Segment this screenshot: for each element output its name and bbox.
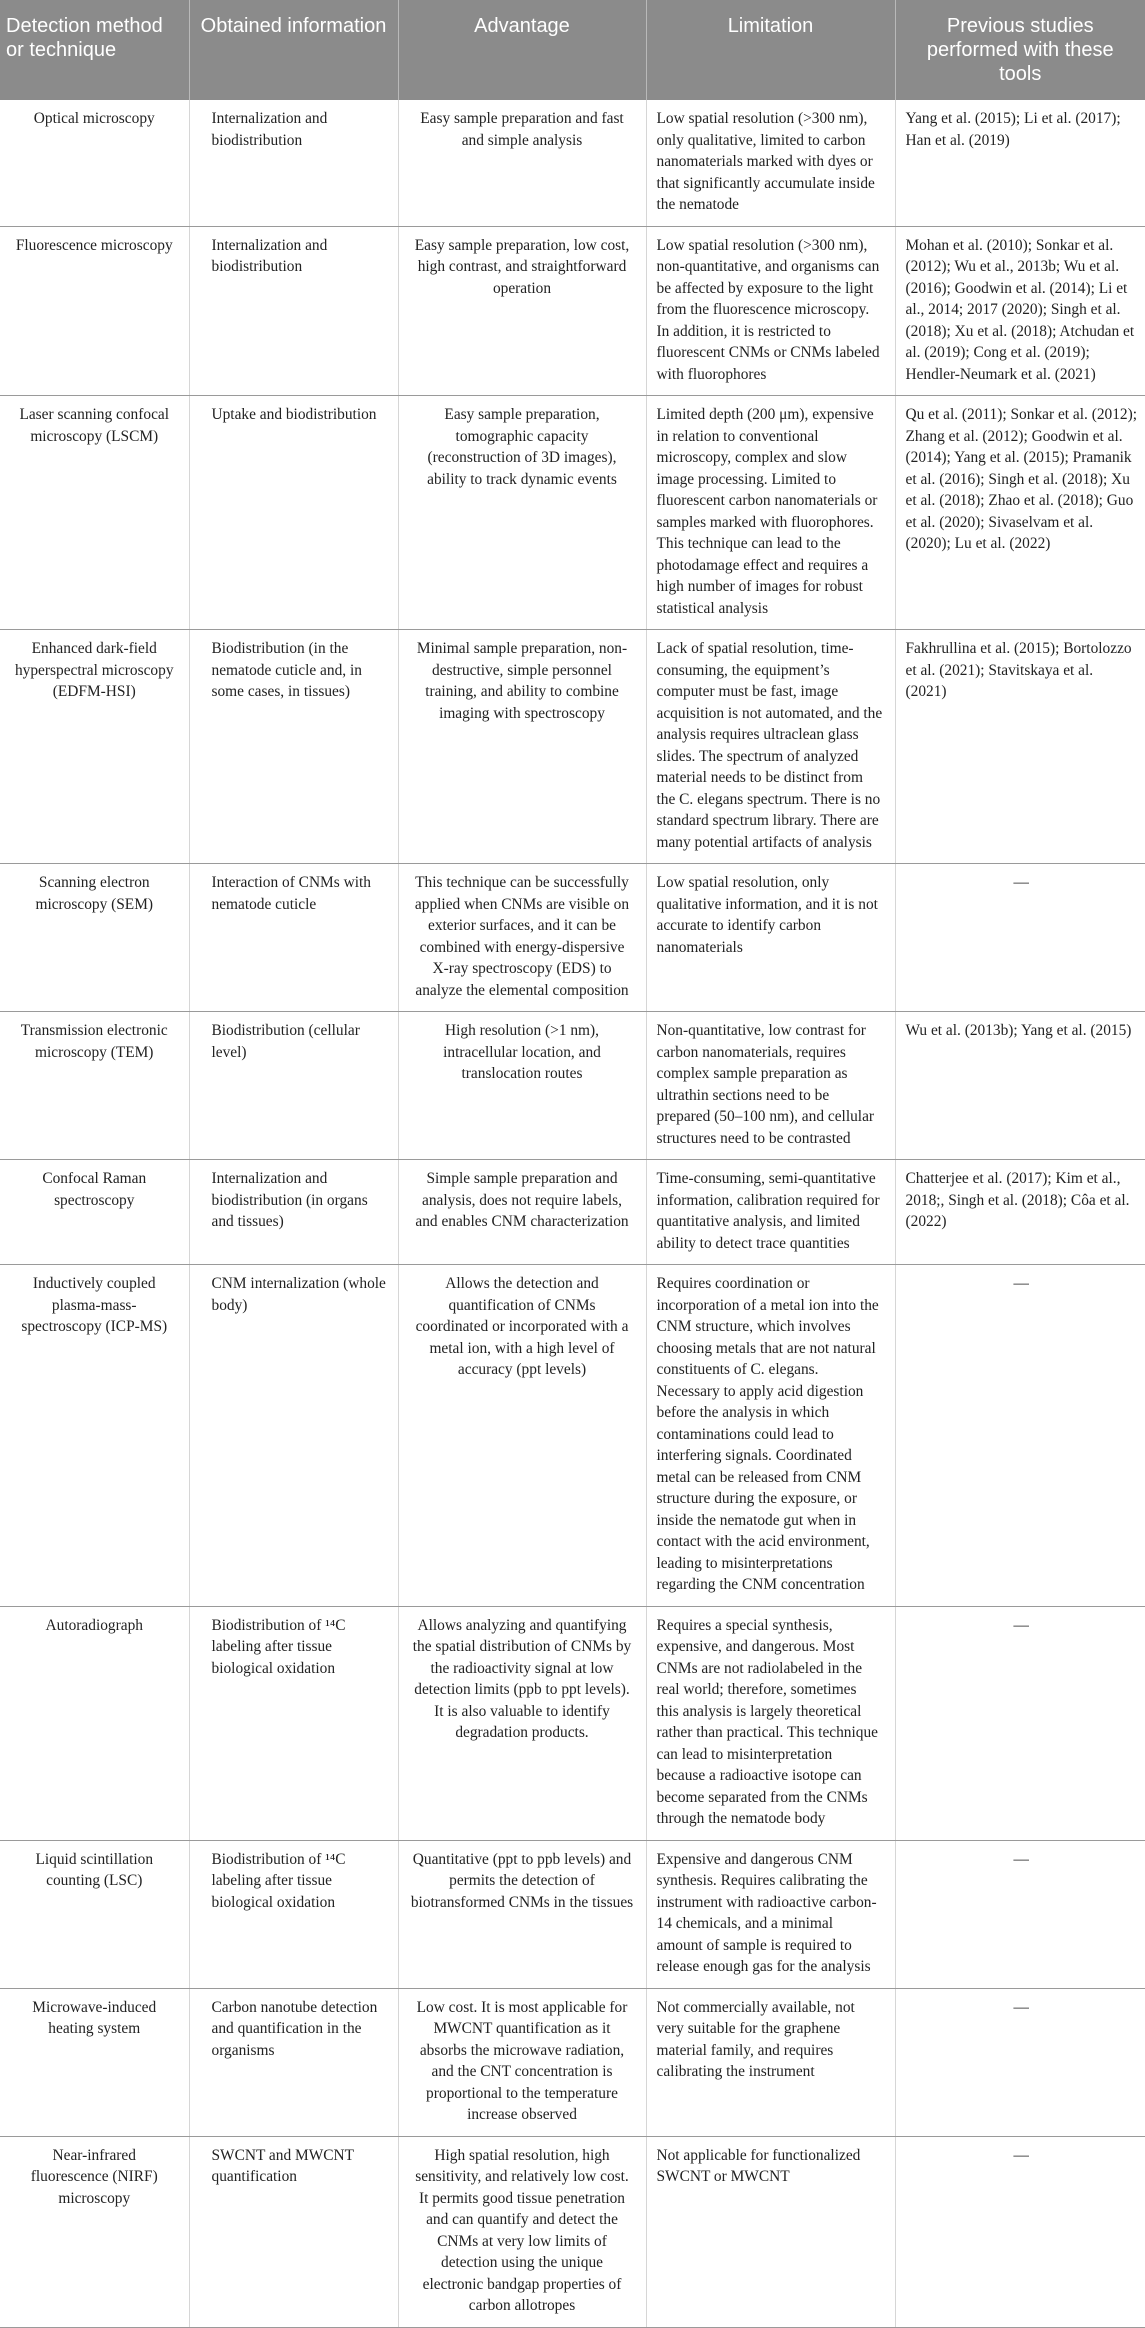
header-info: Obtained information [189,0,398,100]
cell-advantage: High spatial resolution, high sensitivity, and relatively low cost. It permits good tissue penetration and can quantify and detect the CNMs at very low limits of detection using the unique electronic bandgap properties of carbon allotropes [398,2136,646,2327]
header-row [0,0,1145,100]
table-row [0,1012,1145,1160]
cell-limitation: Requires coordination or incorporation of a metal ion into the CNM structure, which involves choosing metals that are not natural constituents of C. elegans. Necessary to apply acid digestion before the analysis in which contaminations could lead to interfering signals. Coordinated metal can be released from CNM structure during the exposure, or inside the nematode gut when in contact with the acid environment, leading to misinterpretations regarding the CNM concentration [646,1265,895,1607]
cell-info: Internalization and biodistribution [189,226,398,396]
cell-info: Carbon nanotube detection and quantification in the organisms [189,1988,398,2136]
header-method: Detection method or technique [0,0,189,100]
cell-advantage: Easy sample preparation, tomographic capacity (reconstruction of 3D images), ability to track dynamic events [398,396,646,630]
cell-advantage: Allows analyzing and quantifying the spatial distribution of CNMs by the radioactivity signal at low detection limits (ppb to ppt levels). It is also valuable to identify degradation products. [398,1606,646,1840]
table-row [0,100,1145,226]
cell-limitation: Low spatial resolution, only qualitative information, and it is not accurate to identify carbon nanomaterials [646,864,895,1012]
cell-limitation: Time-consuming, semi-quantitative information, calibration required for quantitative analysis, and limited ability to detect trace quantities [646,1160,895,1265]
cell-studies: — [895,2136,1145,2327]
cell-studies: Wu et al. (2013b); Yang et al. (2015) [895,1012,1145,1160]
table-row [0,864,1145,1012]
table-body [0,100,1145,2327]
cell-limitation: Not commercially available, not very suitable for the graphene material family, and requires calibrating the instrument [646,1988,895,2136]
table-row [0,1840,1145,1988]
table-row [0,1988,1145,2136]
table-row [0,1606,1145,1840]
cell-info: Uptake and biodistribution [189,396,398,630]
cell-info: SWCNT and MWCNT quantification [189,2136,398,2327]
cell-advantage: Allows the detection and quantification of CNMs coordinated or incorporated with a metal ion, with a high level of accuracy (ppt levels) [398,1265,646,1607]
cell-studies: Qu et al. (2011); Sonkar et al. (2012); Zhang et al. (2012); Goodwin et al. (2014); Yang et al. (2015); Pramanik et al. (2016); Singh et al. (2018); Xu et al. (2018); Zhao et al. (2018); Guo et al. (2020); Sivaselvam et al. (2020); Lu et al. (2022) [895,396,1145,630]
cell-advantage: High resolution (>1 nm), intracellular location, and translocation routes [398,1012,646,1160]
cell-limitation: Limited depth (200 μm), expensive in relation to conventional microscopy, complex and slow image processing. Limited to fluorescent carbon nanomaterials or samples marked with fluorophores. This technique can lead to the photodamage effect and requires a high number of images for robust statistical analysis [646,396,895,630]
cell-method: Fluorescence microscopy [0,226,189,396]
cell-method: Liquid scintillation counting (LSC) [0,1840,189,1988]
table-row [0,396,1145,630]
cell-info: Biodistribution of ¹⁴C labeling after tissue biological oxidation [189,1606,398,1840]
cell-info: Interaction of CNMs with nematode cuticle [189,864,398,1012]
cell-studies: Fakhrullina et al. (2015); Bortolozzo et al. (2021); Stavitskaya et al. (2021) [895,630,1145,864]
cell-advantage: Quantitative (ppt to ppb levels) and permits the detection of biotransformed CNMs in the tissues [398,1840,646,1988]
cell-method: Optical microscopy [0,100,189,226]
cell-limitation: Not applicable for functionalized SWCNT or MWCNT [646,2136,895,2327]
table-header [0,0,1145,100]
cell-method: Scanning electron microscopy (SEM) [0,864,189,1012]
table-row [0,226,1145,396]
cell-studies: — [895,1988,1145,2136]
cell-limitation: Requires a special synthesis, expensive, and dangerous. Most CNMs are not radiolabeled in the real world; therefore, sometimes this analysis is largely theoretical rather than practical. This technique can lead to misinterpretation because a radioactive isotope can become separated from the CNMs through the nematode body [646,1606,895,1840]
cell-advantage: Simple sample preparation and analysis, does not require labels, and enables CNM characterization [398,1160,646,1265]
table-row [0,2136,1145,2327]
cell-method: Near-infrared fluorescence (NIRF) microscopy [0,2136,189,2327]
cell-advantage: Easy sample preparation and fast and simple analysis [398,100,646,226]
cell-info: CNM internalization (whole body) [189,1265,398,1607]
cell-method: Confocal Raman spectroscopy [0,1160,189,1265]
table-row [0,630,1145,864]
cell-studies: — [895,1265,1145,1607]
cell-studies: Mohan et al. (2010); Sonkar et al. (2012); Wu et al., 2013b; Wu et al. (2016); Goodwin et al. (2014); Li et al., 2014; 2017 (2020); Singh et al. (2018); Xu et al. (2018); Atchudan et al. (2019); Cong et al. (2019); Hendler-Neumark et al. (2021) [895,226,1145,396]
cell-info: Internalization and biodistribution (in organs and tissues) [189,1160,398,1265]
cell-studies: Chatterjee et al. (2017); Kim et al., 2018;, Singh et al. (2018); Côa et al. (2022) [895,1160,1145,1265]
cell-info: Internalization and biodistribution [189,100,398,226]
cell-advantage: Minimal sample preparation, non-destructive, simple personnel training, and ability to combine imaging with spectroscopy [398,630,646,864]
cell-info: Biodistribution (in the nematode cuticle and, in some cases, in tissues) [189,630,398,864]
header-limitation: Limitation [646,0,895,100]
cell-method: Microwave-induced heating system [0,1988,189,2136]
table-row [0,1265,1145,1607]
cell-info: Biodistribution of ¹⁴C labeling after tissue biological oxidation [189,1840,398,1988]
cell-studies: Yang et al. (2015); Li et al. (2017); Han et al. (2019) [895,100,1145,226]
cell-method: Laser scanning confocal microscopy (LSCM) [0,396,189,630]
cell-limitation: Expensive and dangerous CNM synthesis. Requires calibrating the instrument with radioactive carbon-14 chemicals, and a minimal amount of sample is required to release enough gas for the analysis [646,1840,895,1988]
cell-studies: — [895,1606,1145,1840]
cell-method: Inductively coupled plasma-mass-spectroscopy (ICP-MS) [0,1265,189,1607]
cell-advantage: Low cost. It is most applicable for MWCNT quantification as it absorbs the microwave radiation, and the CNT concentration is proportional to the temperature increase observed [398,1988,646,2136]
cell-limitation: Low spatial resolution (>300 nm), only qualitative, limited to carbon nanomaterials marked with dyes or that significantly accumulate inside the nematode [646,100,895,226]
cell-studies: — [895,864,1145,1012]
cell-limitation: Non-quantitative, low contrast for carbon nanomaterials, requires complex sample preparation as ultrathin sections need to be prepared (50–100 nm), and cellular structures need to be contrasted [646,1012,895,1160]
cell-limitation: Lack of spatial resolution, time-consuming, the equipment’s computer must be fast, image acquisition is not automated, and the analysis requires ultraclean glass slides. The spectrum of analyzed material needs to be distinct from the C. elegans spectrum. There is no standard spectrum library. There are many potential artifacts of analysis [646,630,895,864]
cell-method: Enhanced dark-field hyperspectral microscopy (EDFM-HSI) [0,630,189,864]
cell-method: Transmission electronic microscopy (TEM) [0,1012,189,1160]
cell-advantage: This technique can be successfully applied when CNMs are visible on exterior surfaces, and it can be combined with energy-dispersive X-ray spectroscopy (EDS) to analyze the elemental composition [398,864,646,1012]
cell-info: Biodistribution (cellular level) [189,1012,398,1160]
cell-studies: — [895,1840,1145,1988]
cell-method: Autoradiograph [0,1606,189,1840]
table-row [0,1160,1145,1265]
cell-limitation: Low spatial resolution (>300 nm), non-quantitative, and organisms can be affected by exposure to the light from the fluorescence microscopy. In addition, it is restricted to fluorescent CNMs or CNMs labeled with fluorophores [646,226,895,396]
cell-advantage: Easy sample preparation, low cost, high contrast, and straightforward operation [398,226,646,396]
header-advantage: Advantage [398,0,646,100]
header-studies: Previous studies performed with these tools [895,0,1145,100]
